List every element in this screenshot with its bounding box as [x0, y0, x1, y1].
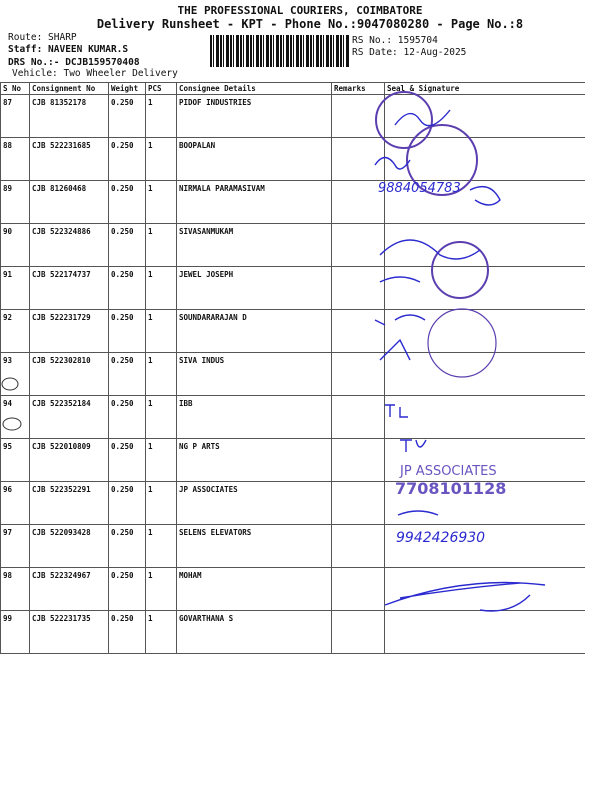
row-consignee: IBB [177, 396, 332, 439]
row-consignment-no: CJB 522352184 [30, 396, 109, 439]
row-pcs: 1 [146, 224, 177, 267]
handwritten-phone: 9884054783 [378, 181, 461, 196]
row-consignment-no: CJB 522093428 [30, 525, 109, 568]
row-consignment-no: CJB 522174737 [30, 267, 109, 310]
signature-icon [375, 158, 410, 170]
signature-icon [395, 110, 450, 126]
row-weight: 0.250 [109, 611, 146, 654]
row-weight: 0.250 [109, 267, 146, 310]
row-pcs: 1 [146, 568, 177, 611]
runsheet-subtitle: Delivery Runsheet - KPT - Phone No.:9047080280 - Page No.:8 [96, 17, 524, 31]
col-signature: Seal & Signature [385, 83, 586, 95]
col-weight: Weight [109, 83, 146, 95]
col-consignee: Consignee Details [177, 83, 332, 95]
rs-number: RS No.: 1595704 [352, 35, 438, 46]
seal-stamp-icon [376, 92, 432, 148]
row-weight: 0.250 [109, 181, 146, 224]
rs-date: RS Date: 12-Aug-2025 [352, 47, 467, 58]
row-consignment-no: CJB 81260468 [30, 181, 109, 224]
row-pcs: 1 [146, 138, 177, 181]
signature-icon [385, 583, 545, 612]
row-consignment-no: CJB 522231685 [30, 138, 109, 181]
row-sno: 92 [1, 310, 30, 353]
signature-icon [385, 405, 408, 417]
row-consignment-no: CJB 522324967 [30, 568, 109, 611]
row-weight: 0.250 [109, 310, 146, 353]
row-pcs: 1 [146, 482, 177, 525]
row-pcs: 1 [146, 181, 177, 224]
row-pcs: 1 [146, 439, 177, 482]
row-weight: 0.250 [109, 568, 146, 611]
route: Route: SHARP [8, 32, 77, 43]
row-sno: 99 [1, 611, 30, 654]
row-consignee: SIVASANMUKAM [177, 224, 332, 267]
row-sno: 87 [1, 95, 30, 138]
row-pcs: 1 [146, 611, 177, 654]
company-title: THE PROFESSIONAL COURIERS, COIMBATORE [177, 4, 423, 17]
row-weight: 0.250 [109, 138, 146, 181]
circle-mark-icon [2, 378, 18, 390]
row-weight: 0.250 [109, 95, 146, 138]
circle-mark-icon [3, 418, 21, 430]
handwritten-phone: 9942426930 [396, 530, 486, 546]
row-consignee: BOOPALAN [177, 138, 332, 181]
row-sno: 95 [1, 439, 30, 482]
stamp-phone: 7708101128 [395, 479, 507, 498]
row-weight: 0.250 [109, 396, 146, 439]
col-sno: S No [1, 83, 30, 95]
row-sno: 88 [1, 138, 30, 181]
row-weight: 0.250 [109, 439, 146, 482]
row-sno: 96 [1, 482, 30, 525]
row-consignee: JP ASSOCIATES [177, 482, 332, 525]
row-consignment-no: CJB 522352291 [30, 482, 109, 525]
signature-icon [380, 277, 420, 282]
row-consignee: NIRMALA PARAMASIVAM [177, 181, 332, 224]
stamp-company-name: JP ASSOCIATES [400, 464, 497, 479]
row-pcs: 1 [146, 353, 177, 396]
row-consignee: MOHAM [177, 568, 332, 611]
row-pcs: 1 [146, 310, 177, 353]
row-pcs: 1 [146, 267, 177, 310]
signature-icon [398, 511, 438, 515]
signature-icon [470, 187, 500, 205]
signature-icon [400, 440, 426, 452]
row-consignee: SOUNDARARAJAN D [177, 310, 332, 353]
row-consignment-no: CJB 522324886 [30, 224, 109, 267]
row-weight: 0.250 [109, 224, 146, 267]
signature-icon [380, 340, 410, 360]
row-sno: 90 [1, 224, 30, 267]
row-sno: 93 [1, 353, 30, 396]
staff: Staff: NAVEEN KUMAR.S [8, 44, 129, 55]
col-remarks: Remarks [332, 83, 385, 95]
col-pcs: PCS [146, 83, 177, 95]
row-consignment-no: CJB 522302810 [30, 353, 109, 396]
row-weight: 0.250 [109, 525, 146, 568]
vehicle: Vehicle: Two Wheeler Delivery [12, 68, 178, 79]
row-consignee: NG P ARTS [177, 439, 332, 482]
row-weight: 0.250 [109, 482, 146, 525]
row-consignee: GOVARTHANA S [177, 611, 332, 654]
row-sno: 97 [1, 525, 30, 568]
row-pcs: 1 [146, 396, 177, 439]
row-consignment-no: CJB 522231729 [30, 310, 109, 353]
seal-stamp-icon [428, 309, 496, 377]
row-consignment-no: CJB 81352178 [30, 95, 109, 138]
row-consignee: SIVA INDUS [177, 353, 332, 396]
row-sno: 94 [1, 396, 30, 439]
row-pcs: 1 [146, 525, 177, 568]
col-consignment: Consignment No [30, 83, 109, 95]
row-sno: 91 [1, 267, 30, 310]
row-weight: 0.250 [109, 353, 146, 396]
row-consignee: PIDOF INDUSTRIES [177, 95, 332, 138]
row-pcs: 1 [146, 95, 177, 138]
signature-icon [375, 315, 425, 325]
row-sno: 89 [1, 181, 30, 224]
row-consignee: JEWEL JOSEPH [177, 267, 332, 310]
row-sno: 98 [1, 568, 30, 611]
row-consignment-no: CJB 522231735 [30, 611, 109, 654]
drs-number: DRS No.:- DCJB159570408 [8, 57, 140, 68]
row-consignee: SELENS ELEVATORS [177, 525, 332, 568]
row-consignment-no: CJB 522010809 [30, 439, 109, 482]
